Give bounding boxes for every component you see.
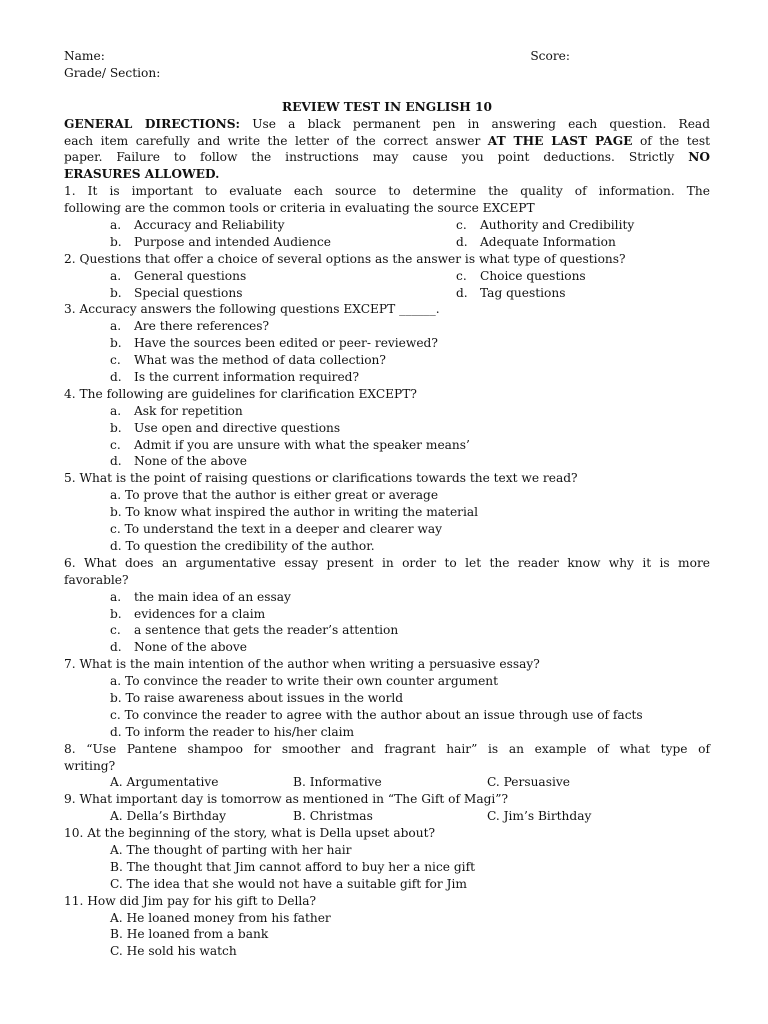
option-row	[64, 369, 710, 386]
directions-emphasis-erasures: ERASURES ALLOWED.	[64, 167, 220, 182]
option-letter: b.	[110, 285, 122, 300]
option-row	[64, 808, 710, 825]
grade-section-label: Grade/ Section:	[64, 65, 161, 80]
option-row	[64, 403, 710, 420]
name-score-row	[64, 48, 710, 65]
option-text: a. To prove that the author is either great or average	[110, 488, 439, 503]
option-letter: d.	[456, 234, 468, 249]
option-text: b. To raise awareness about issues in the world	[110, 690, 404, 705]
option-row	[64, 352, 710, 369]
directions-text-3a: paper. Failure to follow the instructions may cause you point deductions. Strictly	[64, 150, 675, 165]
question-4	[64, 386, 710, 470]
option-text: Are there references?	[134, 319, 270, 334]
page-title: REVIEW TEST IN ENGLISH 10	[282, 99, 492, 114]
option-letter: d.	[110, 454, 122, 469]
question-7	[64, 656, 710, 740]
option-row	[64, 268, 710, 285]
option-letter: b.	[110, 606, 122, 621]
option-text: c. To understand the text in a deeper and clearer way	[110, 522, 443, 537]
question-text: 10. At the beginning of the story, what is Della upset about?	[64, 826, 436, 841]
option-row	[64, 420, 710, 437]
option-letter: c.	[110, 623, 121, 638]
question-text: 3. Accuracy answers the following questions EXCEPT ______.	[64, 302, 440, 317]
question-3	[64, 301, 710, 385]
option-text: C. Jim’s Birthday	[487, 809, 592, 824]
option-row	[64, 774, 710, 791]
option-row	[64, 318, 710, 335]
directions-line-3	[64, 149, 710, 166]
directions-text-2a: each item carefully and write the letter of the correct answer	[64, 133, 481, 148]
option-text: Have the sources been edited or peer- reviewed?	[134, 336, 438, 351]
option-row	[64, 234, 710, 251]
test-paper	[64, 48, 710, 960]
option-letter: b.	[110, 234, 122, 249]
option-text: Special questions	[134, 285, 243, 300]
directions-emphasis-no: NO	[688, 150, 711, 165]
option-text: Use open and directive questions	[134, 420, 341, 435]
option-row	[64, 589, 710, 606]
directions-line-1	[64, 116, 710, 133]
option-text: C. The idea that she would not have a suitable gift for Jim	[110, 876, 467, 891]
option-text: a. To convince the reader to write their own counter argument	[110, 674, 499, 689]
option-letter: a.	[110, 403, 122, 418]
option-text: B. Informative	[293, 775, 382, 790]
option-text: General questions	[134, 268, 247, 283]
option-text: A. The thought of parting with her hair	[110, 842, 352, 857]
question-11	[64, 893, 710, 961]
option-text: d. To inform the reader to his/her claim	[110, 724, 355, 739]
option-text: C. He sold his watch	[110, 944, 237, 959]
option-text: Purpose and intended Audience	[134, 234, 331, 249]
option-letter: d.	[110, 370, 122, 385]
name-label: Name:	[64, 49, 105, 63]
question-text: 9. What important day is tomorrow as mentioned in “The Gift of Magi”?	[64, 792, 509, 807]
question-2	[64, 251, 710, 302]
option-letter: d.	[456, 285, 468, 300]
question-text: writing?	[64, 758, 116, 773]
question-text: 2. Questions that offer a choice of several options as the answer is what type of questions?	[64, 251, 626, 266]
option-row	[64, 606, 710, 623]
option-text: Accuracy and Reliability	[134, 218, 285, 233]
option-text: Is the current information required?	[134, 370, 359, 385]
directions-emphasis-last-page: AT THE LAST PAGE	[487, 133, 633, 148]
question-6	[64, 555, 710, 656]
directions-label: GENERAL DIRECTIONS:	[64, 116, 241, 131]
score-label: Score:	[530, 49, 570, 63]
option-letter: a.	[110, 218, 122, 233]
question-8	[64, 741, 710, 792]
question-text: 6. What does an argumentative essay present in order to let the reader know why it is more	[64, 555, 710, 570]
option-text: None of the above	[134, 454, 247, 469]
question-text: 11. How did Jim pay for his gift to Della?	[64, 893, 317, 908]
question-1	[64, 183, 710, 251]
option-text: Ask for repetition	[134, 403, 243, 418]
option-text: B. The thought that Jim cannot afford to buy her a nice gift	[110, 859, 475, 874]
option-text: Tag questions	[480, 285, 566, 300]
option-letter: c.	[456, 218, 467, 233]
question-text: following are the common tools or criteria in evaluating the source EXCEPT	[64, 201, 535, 216]
option-letter: c.	[456, 268, 467, 283]
option-text: Choice questions	[480, 268, 586, 283]
option-text: Admit if you are unsure with what the speaker means’	[134, 437, 470, 452]
question-text: favorable?	[64, 572, 129, 587]
option-letter: a.	[110, 589, 122, 604]
option-text: A. Argumentative	[110, 775, 219, 790]
option-row	[64, 285, 710, 302]
option-letter: a.	[110, 319, 122, 334]
option-letter: a.	[110, 268, 122, 283]
question-text: 1. It is important to evaluate each source to determine the quality of information. The	[64, 184, 710, 199]
option-text: b. To know what inspired the author in writing the material	[110, 505, 479, 520]
option-text: Authority and Credibility	[480, 218, 635, 233]
question-9	[64, 791, 710, 825]
option-text: C. Persuasive	[487, 775, 570, 790]
question-10	[64, 825, 710, 893]
option-text: What was the method of data collection?	[134, 353, 386, 368]
option-row	[64, 217, 710, 234]
option-text: Adequate Information	[480, 234, 616, 249]
general-directions	[64, 116, 710, 184]
question-text: 7. What is the main intention of the author when writing a persuasive essay?	[64, 657, 540, 672]
option-letter: d.	[110, 640, 122, 655]
option-text: d. To question the credibility of the author.	[110, 538, 375, 553]
option-text: B. He loaned from a bank	[110, 927, 269, 942]
option-text: None of the above	[134, 640, 247, 655]
option-row	[64, 639, 710, 656]
option-row	[64, 437, 710, 454]
option-row	[64, 453, 710, 470]
question-text: 4. The following are guidelines for clarification EXCEPT?	[64, 386, 417, 401]
option-text: A. Della’s Birthday	[110, 809, 226, 824]
option-text: the main idea of an essay	[134, 589, 291, 604]
question-5	[64, 470, 710, 554]
option-text: B. Christmas	[293, 809, 373, 824]
directions-text-1: Use a black permanent pen in answering each question. Read	[252, 116, 710, 131]
option-text: c. To convince the reader to agree with the author about an issue through use of facts	[110, 707, 643, 722]
option-letter: c.	[110, 353, 121, 368]
question-text: 8. “Use Pantene shampoo for smoother and fragrant hair” is an example of what type of	[64, 741, 710, 756]
directions-line-2	[64, 133, 710, 150]
option-row	[64, 622, 710, 639]
option-letter: b.	[110, 420, 122, 435]
option-row	[64, 335, 710, 352]
question-text: 5. What is the point of raising questions or clarifications towards the text we read?	[64, 471, 578, 486]
option-letter: c.	[110, 437, 121, 452]
option-text: evidences for a claim	[134, 606, 266, 621]
option-text: a sentence that gets the reader’s attention	[134, 623, 399, 638]
directions-text-2c: of the test	[639, 133, 710, 148]
option-text: A. He loaned money from his father	[110, 910, 331, 925]
option-letter: b.	[110, 336, 122, 351]
